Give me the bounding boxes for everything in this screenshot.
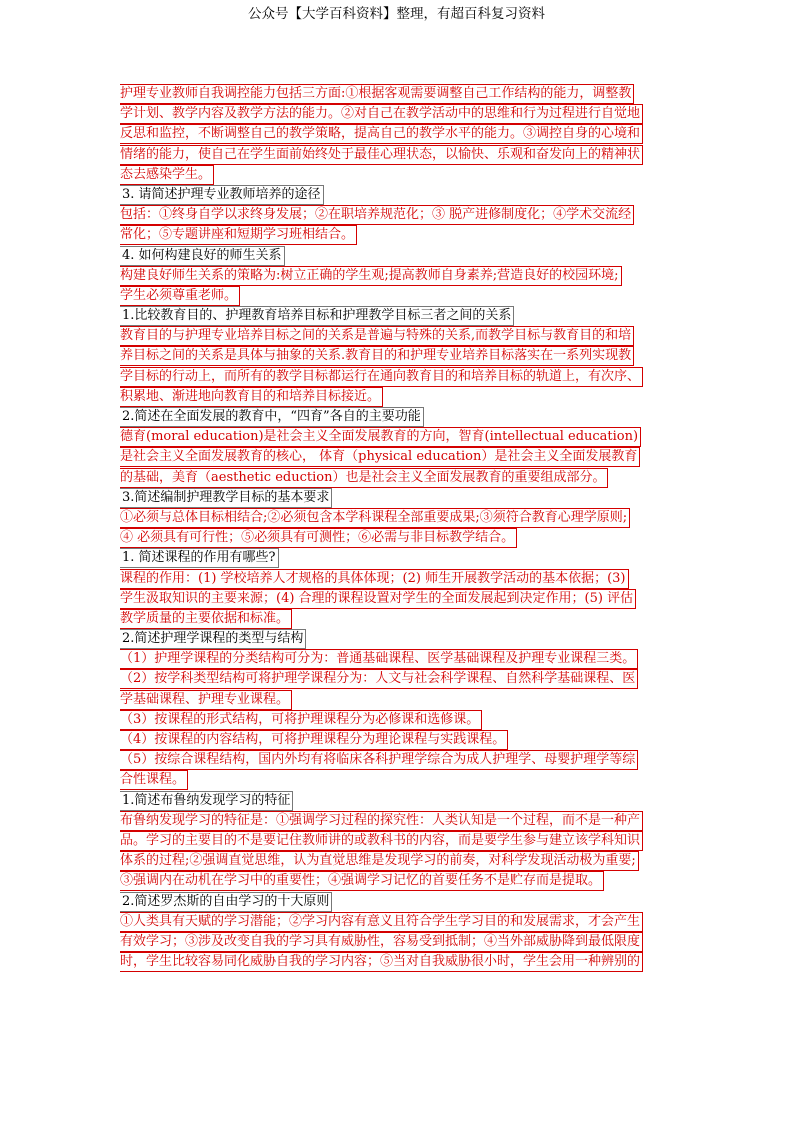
line-text: 学生必须尊重老师。	[120, 286, 240, 306]
line-text: 合性课程。	[120, 770, 188, 790]
answer-text-line	[120, 770, 676, 790]
line-text: 构建良好师生关系的策略为:树立正确的学生观;提高教师自身素养;营造良好的校园环境;	[120, 266, 622, 286]
line-text: （3）按课程的形式结构，可将护理课程分为必修课和选修课。	[120, 710, 482, 730]
line-text: ④ 必须具有可行性；⑤必须具有可测性；⑥必需与非目标教学结合。	[120, 528, 517, 548]
line-text: 4. 如何构建良好的师生关系	[120, 246, 285, 266]
line-text: （5）按综合课程结构，国内外均有将临床各科护理学综合为成人护理学、母婴护理学等综	[120, 750, 638, 770]
answer-text-line	[120, 649, 676, 669]
line-text: 3. 请简述护理专业教师培养的途径	[120, 185, 324, 205]
line-text: 常化；⑤专题讲座和短期学习班相结合。	[120, 225, 357, 245]
line-text: 教育目的与护理专业培养目标之间的关系是普遍与特殊的关系,而教学目标与教育目的和培	[120, 326, 634, 346]
line-text: 反思和监控，不断调整自己的教学策略，提高自己的教学水平的能力。③调控自身的心境和	[120, 124, 643, 144]
answer-text-line	[120, 387, 676, 407]
document-body	[120, 84, 676, 972]
line-text: 品。学习的主要目的不是要记住教师讲的或教科书的内容，而是要学生参与建立该学科知识	[120, 831, 643, 851]
line-text: ①人类具有天赋的学习潜能；②学习内容有意义且符合学生学习目的和发展需求，才会产生	[120, 912, 643, 932]
question-heading-line	[120, 185, 676, 205]
answer-text-line	[120, 427, 676, 447]
page-header: 公众号【大学百科资料】整理，有超百科复习资料	[248, 6, 545, 22]
question-heading-line	[120, 488, 676, 508]
line-text: 有效学习；③涉及改变自我的学习具有威胁性，容易受到抵制；④当外部威胁降到最低限度	[120, 932, 643, 952]
question-heading-line	[120, 892, 676, 912]
answer-text-line	[120, 569, 676, 589]
line-text: 护理专业教师自我调控能力包括三方面:①根据客观需要调整自己工作结构的能力，调整教	[120, 84, 634, 104]
line-text: 时，学生比较容易同化威胁自我的学习内容；⑤当对自我威胁很小时，学生会用一种辨别的	[120, 952, 643, 972]
line-text: 课程的作用：(1) 学校培养人才规格的具体体现；(2) 师生开展教学活动的基本依据；(3)	[120, 569, 629, 589]
answer-text-line	[120, 690, 676, 710]
line-text: 积累地、渐进地向教育目的和培养目标接近。	[120, 387, 383, 407]
answer-text-line	[120, 145, 676, 165]
answer-text-line	[120, 528, 676, 548]
line-text: 包括：①终身自学以求终身发展；②在职培养规范化；③ 脱产进修制度化；④学术交流经	[120, 205, 634, 225]
line-text: 养目标之间的关系是具体与抽象的关系.教育目的和护理专业培养目标落实在一系列实现教	[120, 346, 634, 366]
line-text: 德育(moral education)是社会主义全面发展教育的方向，智育(intellectual education)	[120, 427, 641, 447]
line-text: 学基础课程、护理专业课程。	[120, 690, 292, 710]
answer-text-line	[120, 346, 676, 366]
question-heading-line	[120, 407, 676, 427]
answer-text-line	[120, 508, 676, 528]
answer-text-line	[120, 468, 676, 488]
answer-text-line	[120, 286, 676, 306]
answer-text-line	[120, 165, 676, 185]
line-text: ①必须与总体目标相结合;②必须包含本学科课程全部重要成果;③须符合教育心理学原则;	[120, 508, 630, 528]
answer-text-line	[120, 266, 676, 286]
answer-text-line	[120, 831, 676, 851]
line-text: 的基础，美育（aesthetic eduction）也是社会主义全面发展教育的重要组成部分。	[120, 468, 608, 488]
answer-text-line	[120, 609, 676, 629]
line-text: 1. 简述课程的作用有哪些?	[120, 548, 279, 568]
answer-text-line	[120, 871, 676, 891]
line-text: 2.简述护理学课程的类型与结构	[120, 629, 306, 649]
line-text: 2.简述罗杰斯的自由学习的十大原则	[120, 892, 332, 912]
answer-text-line	[120, 750, 676, 770]
line-text: 体系的过程;②强调直觉思维，认为直觉思维是发现学习的前奏，对科学发现活动极为重要;	[120, 851, 639, 871]
answer-text-line	[120, 952, 676, 972]
line-text: 教学质量的主要依据和标准。	[120, 609, 292, 629]
line-text: 学计划、教学内容及教学方法的能力。②对自己在教学活动中的思维和行为过程进行自觉地	[120, 104, 643, 124]
answer-text-line	[120, 710, 676, 730]
answer-text-line	[120, 447, 676, 467]
line-text: 3.简述编制护理教学目标的基本要求	[120, 488, 332, 508]
question-heading-line	[120, 548, 676, 568]
line-text: 学生汲取知识的主要来源；(4) 合理的课程设置对学生的全面发展起到决定作用；(5) 评估	[120, 589, 636, 609]
line-text: ③强调内在动机在学习中的重要性；④强调学习记忆的首要任务不是贮存而是提取。	[120, 871, 604, 891]
answer-text-line	[120, 811, 676, 831]
line-text: （4）按课程的内容结构，可将护理课程分为理论课程与实践课程。	[120, 730, 508, 750]
line-text: 布鲁纳发现学习的特征是：①强调学习过程的探究性：人类认知是一个过程，而不是一种产	[120, 811, 643, 831]
question-heading-line	[120, 791, 676, 811]
line-text: （2）按学科类型结构可将护理学课程分为：人文与社会科学课程、自然科学基础课程、医	[120, 669, 638, 689]
answer-text-line	[120, 205, 676, 225]
answer-text-line	[120, 589, 676, 609]
line-text: 情绪的能力，使自己在学生面前始终处于最佳心理状态，以愉快、乐观和奋发向上的精神状	[120, 145, 643, 165]
answer-text-line	[120, 730, 676, 750]
line-text: 是社会主义全面发展教育的核心， 体育（physical education）是社会主义全面发展教育	[120, 447, 640, 467]
line-text: 学目标的行动上，而所有的教学目标都运行在通向教育目的和培养目标的轨道上，有次序、	[120, 367, 643, 387]
answer-text-line	[120, 851, 676, 871]
line-text: 1.简述布鲁纳发现学习的特征	[120, 791, 293, 811]
answer-text-line	[120, 912, 676, 932]
question-heading-line	[120, 246, 676, 266]
answer-text-line	[120, 932, 676, 952]
answer-text-line	[120, 669, 676, 689]
line-text: 2.简述在全面发展的教育中，“四育”各自的主要功能	[120, 407, 424, 427]
answer-text-line	[120, 225, 676, 245]
line-text: 1.比较教育目的、护理教育培养目标和护理教学目标三者之间的关系	[120, 306, 514, 326]
answer-text-line	[120, 124, 676, 144]
question-heading-line	[120, 629, 676, 649]
answer-text-line	[120, 104, 676, 124]
line-text: （1）护理学课程的分类结构可分为：普通基础课程、医学基础课程及护理专业课程三类。	[120, 649, 638, 669]
answer-text-line	[120, 367, 676, 387]
line-text: 态去感染学生。	[120, 165, 214, 185]
answer-text-line	[120, 326, 676, 346]
question-heading-line	[120, 306, 676, 326]
answer-text-line	[120, 84, 676, 104]
